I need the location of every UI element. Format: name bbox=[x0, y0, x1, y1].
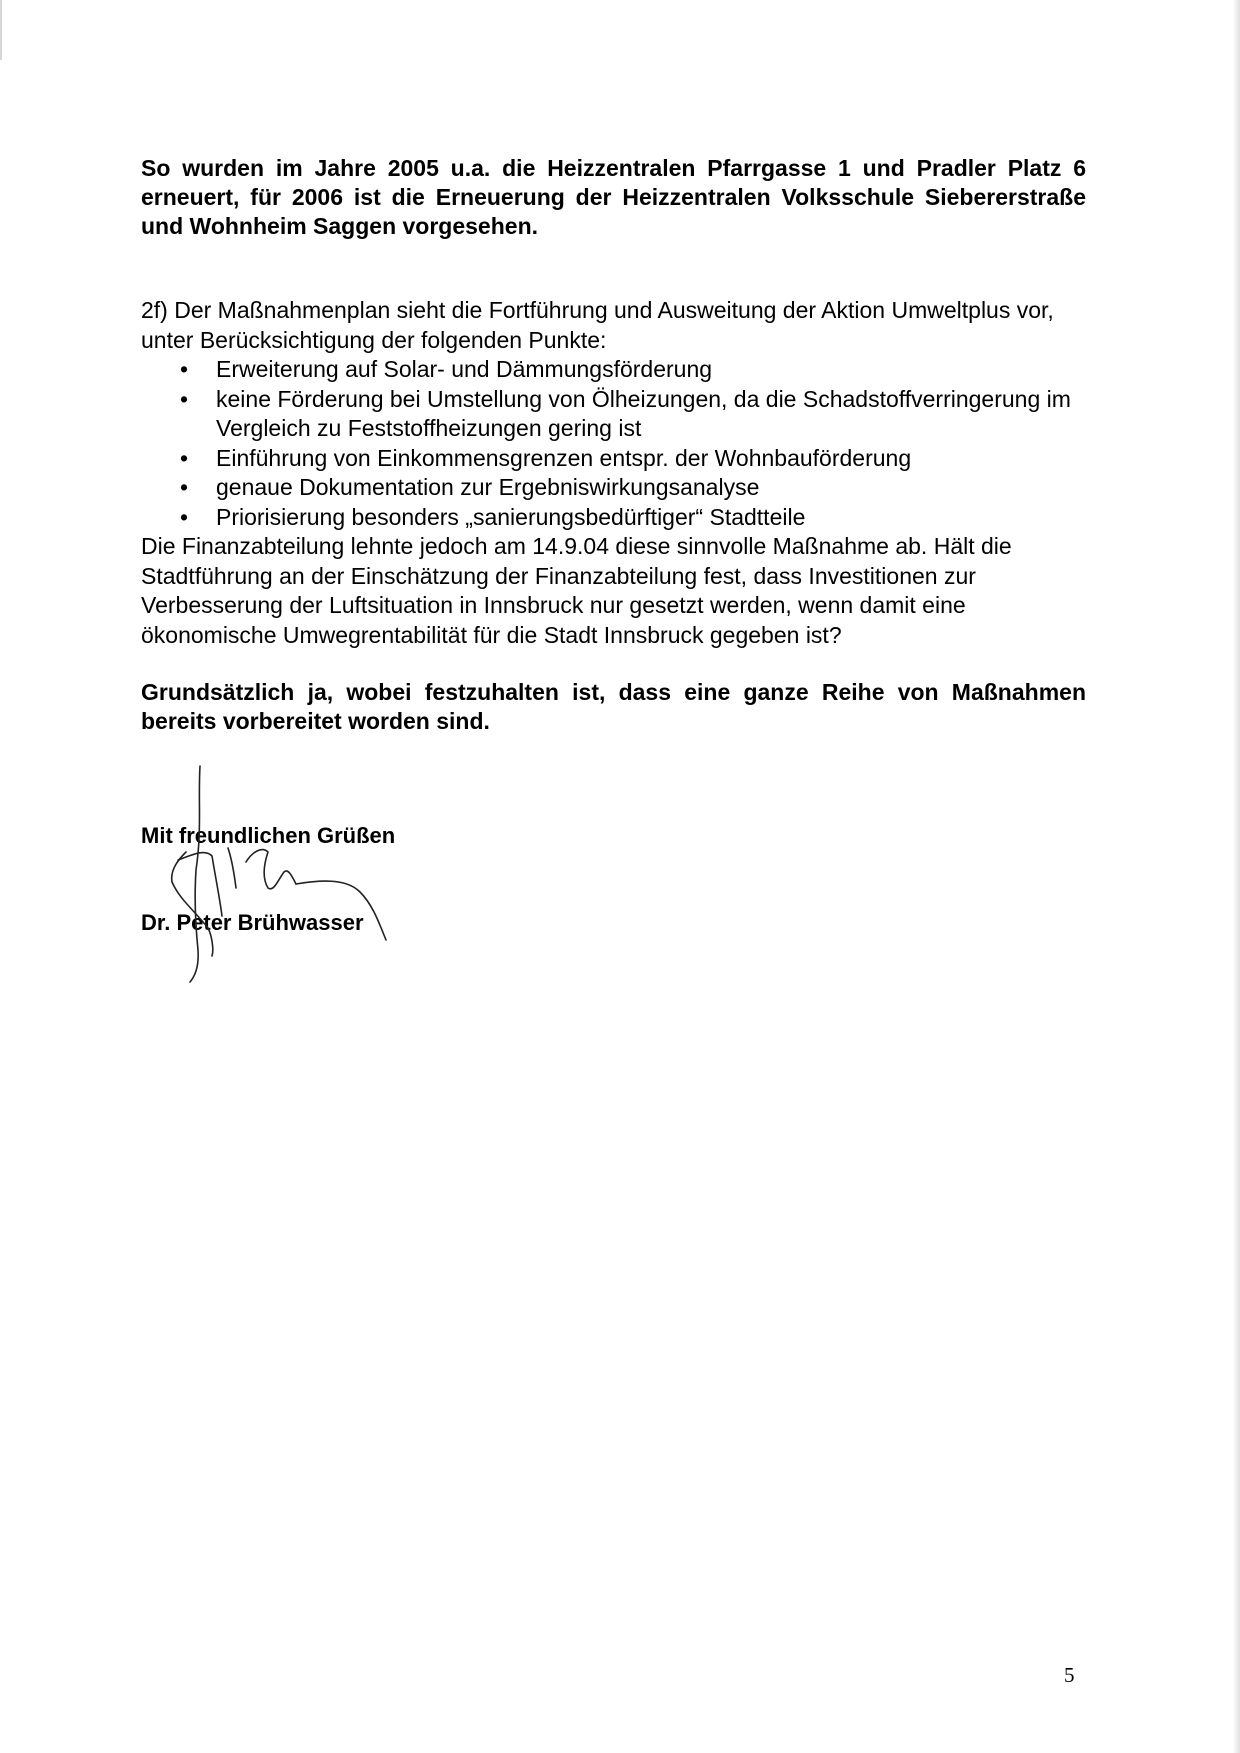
bullet-icon: • bbox=[180, 444, 189, 471]
question-bullet-list bbox=[141, 355, 1086, 532]
question-lead: 2f) Der Maßnahmenplan sieht die Fortführung und Ausweitung der Aktion Umweltplus vor, unter Berücksichtigung der folgenden Punkte: bbox=[141, 297, 1054, 353]
page-number: 5 bbox=[1064, 1663, 1075, 1687]
list-item-text: Einführung von Einkommensgrenzen entspr. der Wohnbauförderung bbox=[216, 444, 912, 471]
list-item bbox=[141, 444, 1086, 474]
bullet-icon: • bbox=[180, 503, 189, 530]
list-item-text: genaue Dokumentation zur Ergebniswirkungsanalyse bbox=[216, 474, 760, 500]
list-item-text: Priorisierung besonders „sanierungsbedürftiger“ Stadtteile bbox=[216, 503, 806, 530]
handwritten-signature bbox=[150, 760, 430, 1000]
closing-greeting: Mit freundlichen Grüßen bbox=[141, 823, 396, 848]
list-item bbox=[141, 503, 1086, 533]
scan-edge-right bbox=[1234, 0, 1240, 1753]
list-item-text: Erweiterung auf Solar- und Dämmungsförderung bbox=[216, 356, 713, 382]
bullet-icon: • bbox=[180, 356, 189, 382]
intro-paragraph: So wurden im Jahre 2005 u.a. die Heizzentralen Pfarrgasse 1 und Pradler Platz 6 erneuert, für 2006 ist die Erneuerung der Heizzentralen Volksschule Siebererstraße und Wohnheim Saggen vorgesehen. bbox=[141, 155, 1086, 239]
question-follow-up: Die Finanzabteilung lehnte jedoch am 14.9.04 diese sinnvolle Maßnahme ab. Hält die Stadtführung an der Einschätzung der Finanzabteilung fest, dass Investitionen zur Verbesserung der Luftsituation in Innsbruck nur gesetzt werden, wenn damit eine ökonomische Umwegrentabilität für die Stadt Innsbruck gegeben ist? bbox=[141, 533, 1012, 648]
list-item-text: keine Förderung bei Umstellung von Ölheizungen, da die Schadstoffverringerung im Vergleich zu Feststoffheizungen gering ist bbox=[216, 385, 1071, 441]
signatory-name: Dr. Peter Brühwasser bbox=[141, 910, 364, 935]
scan-edge-left bbox=[0, 0, 2, 60]
question-block bbox=[141, 296, 1086, 650]
list-item bbox=[141, 473, 1086, 503]
bullet-icon: • bbox=[180, 385, 189, 412]
list-item bbox=[141, 385, 1086, 444]
answer-paragraph: Grundsätzlich ja, wobei festzuhalten ist, dass eine ganze Reihe von Maßnahmen bereits vorbereitet worden sind. bbox=[141, 679, 1086, 734]
bullet-icon: • bbox=[180, 474, 189, 500]
list-item bbox=[141, 355, 1086, 385]
